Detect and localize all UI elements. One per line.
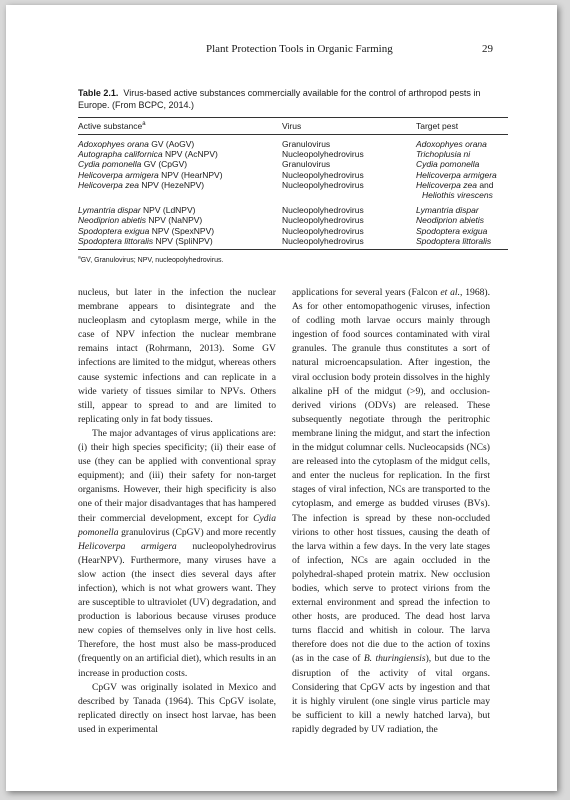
cell-target-pest: Helicoverpa armigera bbox=[416, 169, 497, 180]
cell-active-substance: Spodoptera littoralis NPV (SpliNPV) bbox=[78, 235, 213, 246]
table-2-1 bbox=[78, 87, 508, 264]
table-footnote: $^a$GV, Granulovirus; NPV, nucleopolyhedrovirus. bbox=[78, 255, 224, 264]
cell-virus: Nucleopolyhedrovirus bbox=[282, 179, 364, 190]
page-number: 29 bbox=[482, 43, 493, 55]
table-row bbox=[78, 170, 508, 180]
cell-virus: Granulovirus bbox=[282, 139, 331, 149]
paragraph: The major advantages of virus applications are: (i) their high species specificity; (ii) their ease of use (they can be applied with conventional spray equipment); and (iii) their safety for non-target organisms. However, their high specificity is also one of their major disadvantages that has hampered their commercial development, except for Cydia pomonella granulovirus (CpGV) and more recently Helicoverpa armigera nucleopolyhedrovirus (HearNPV). Furthermore, many viruses have a slow action (the insect dies several days after infection), which is not what growers want. They are susceptible to ultraviolet (UV) degradation, and production is laborious because viruses produce new copies of themselves only in live host cells. Therefore, the host must also be mass-produced (frequently on an artificial diet), which results in an increase in production costs. bbox=[78, 427, 276, 679]
header-virus: Virus bbox=[282, 121, 302, 131]
body-column-right bbox=[292, 286, 490, 737]
table-row bbox=[78, 159, 508, 169]
book-page bbox=[6, 5, 557, 791]
table-row-continuation bbox=[78, 190, 508, 200]
table-row bbox=[78, 149, 508, 159]
cell-virus: Nucleopolyhedrovirus bbox=[282, 149, 364, 160]
cell-target-pest: Adoxophyes orana bbox=[416, 139, 487, 149]
cell-target-pest: Neodiprion abietis bbox=[416, 215, 485, 226]
cell-virus: Nucleopolyhedrovirus bbox=[282, 205, 364, 216]
cell-target-pest: Trichoplusia ni bbox=[416, 149, 471, 160]
cell-virus: Nucleopolyhedrovirus bbox=[282, 169, 364, 180]
cell-target-pest: Heliothis virescens bbox=[422, 189, 493, 200]
cell-active-substance: Adoxophyes orana GV (AoGV) bbox=[78, 139, 195, 149]
table-caption-text: Virus-based active substances commercially available for the control of arthropod pests in Europe. (From BCPC, 2014.) bbox=[78, 88, 481, 110]
cell-virus: Nucleopolyhedrovirus bbox=[282, 215, 364, 226]
cell-active-substance: Lymantria dispar NPV (LdNPV) bbox=[78, 205, 196, 216]
table-row bbox=[78, 180, 508, 190]
cell-target-pest: Spodoptera exigua bbox=[416, 225, 488, 236]
cell-virus: Nucleopolyhedrovirus bbox=[282, 235, 364, 246]
table-body bbox=[78, 135, 508, 246]
table-row bbox=[78, 226, 508, 236]
running-head-title: Plant Protection Tools in Organic Farming bbox=[206, 43, 393, 55]
paragraph: nucleus, but later in the infection the nuclear membrane appears to disintegrate and the nucleoplasm and cytoplasm merge, while in the case of NPV infection the nuclear membrane remains intact (Rohrmann, 2013). Some GV infections are limited to the midgut, whereas others cause systemic infections and can replicate in a wide variety of tissues similar to NPVs. Others still, appear to spread to and are limited to replicating only in fat body tissues. bbox=[78, 287, 276, 425]
cell-target-pest: Helicoverpa zea and bbox=[416, 179, 494, 190]
paragraph: applications for several years (Falcon et al., 1968). As for other entomopathogenic viruses, infection of codling moth larvae occurs mainly through ingestion of food sources contaminated with viral granules. The granule thus constitutes a sort of natural microencapsulation. After ingestion, the viral occlusion body protein dissolves in the highly alkaline pH of the midgut (>9), and occlusion-derived virions (ODVs) are released. These subsequently negotiate through the peritrophic membrane lining the midgut, and start the infection in the midgut columnar cells. Nucleocapsids (NCs) are released into the cytoplasm of the midgut cells, and enter the nucleus for replication. In the first stages of viral infection, NCs are transported to the cytoplasm, and emerge as budded viruses (BVs). The infection is spread by these non-occluded virions to other host tissues, causing the death of the larva within a few days. In the very late stages of infection, NCs are again occluded in the polyhedral-shaped protein matrix. New occlusion bodies, which serve to protect virions from the external environment and spread the infection to other hosts, are produced. The dead host larva turns flaccid and whitish in colour. The larva therefore does not die due to the action of toxins (as in the case of B. thuringiensis), but due to the disruption of the activity of vital organs. Considering that CpGV acts by ingestion and that it is highly virulent (one single virus particle may be sufficient to kill a newly hatched larva), but rapidly degraded by UV radiation, the bbox=[292, 287, 491, 735]
cell-target-pest: Cydia pomonella bbox=[416, 159, 480, 170]
cell-active-substance: Helicoverpa armigera NPV (HearNPV) bbox=[78, 169, 223, 180]
cell-target-pest: Lymantria dispar bbox=[416, 205, 479, 216]
header-active-substance: Active substance$^a$ bbox=[78, 121, 146, 131]
table-header bbox=[78, 118, 508, 134]
cell-active-substance: Neodiprion abietis NPV (NaNPV) bbox=[78, 215, 203, 226]
cell-active-substance: Autographa californica NPV (AcNPV) bbox=[78, 149, 218, 160]
cell-active-substance: Helicoverpa zea NPV (HezeNPV) bbox=[78, 179, 205, 190]
cell-target-pest: Spodoptera littoralis bbox=[416, 235, 492, 246]
paragraph: CpGV was originally isolated in Mexico and described by Tanada (1964). This CpGV isolate, replicated directly on insect host larvae, has been used in experimental bbox=[78, 681, 276, 735]
table-label: Table 2.1. bbox=[78, 88, 119, 98]
table-row bbox=[78, 236, 508, 246]
cell-virus: Granulovirus bbox=[282, 159, 331, 170]
table-row bbox=[78, 205, 508, 215]
table-row bbox=[78, 215, 508, 225]
cell-virus: Nucleopolyhedrovirus bbox=[282, 225, 364, 236]
table-caption bbox=[78, 87, 508, 111]
table-bottom-rule bbox=[78, 249, 508, 250]
cell-active-substance: Spodoptera exigua NPV (SpexNPV) bbox=[78, 225, 215, 236]
body-column-left bbox=[78, 286, 276, 737]
cell-active-substance: Cydia pomonella GV (CpGV) bbox=[78, 159, 188, 170]
header-target-pest: Target pest bbox=[416, 121, 459, 131]
table-row bbox=[78, 139, 508, 149]
